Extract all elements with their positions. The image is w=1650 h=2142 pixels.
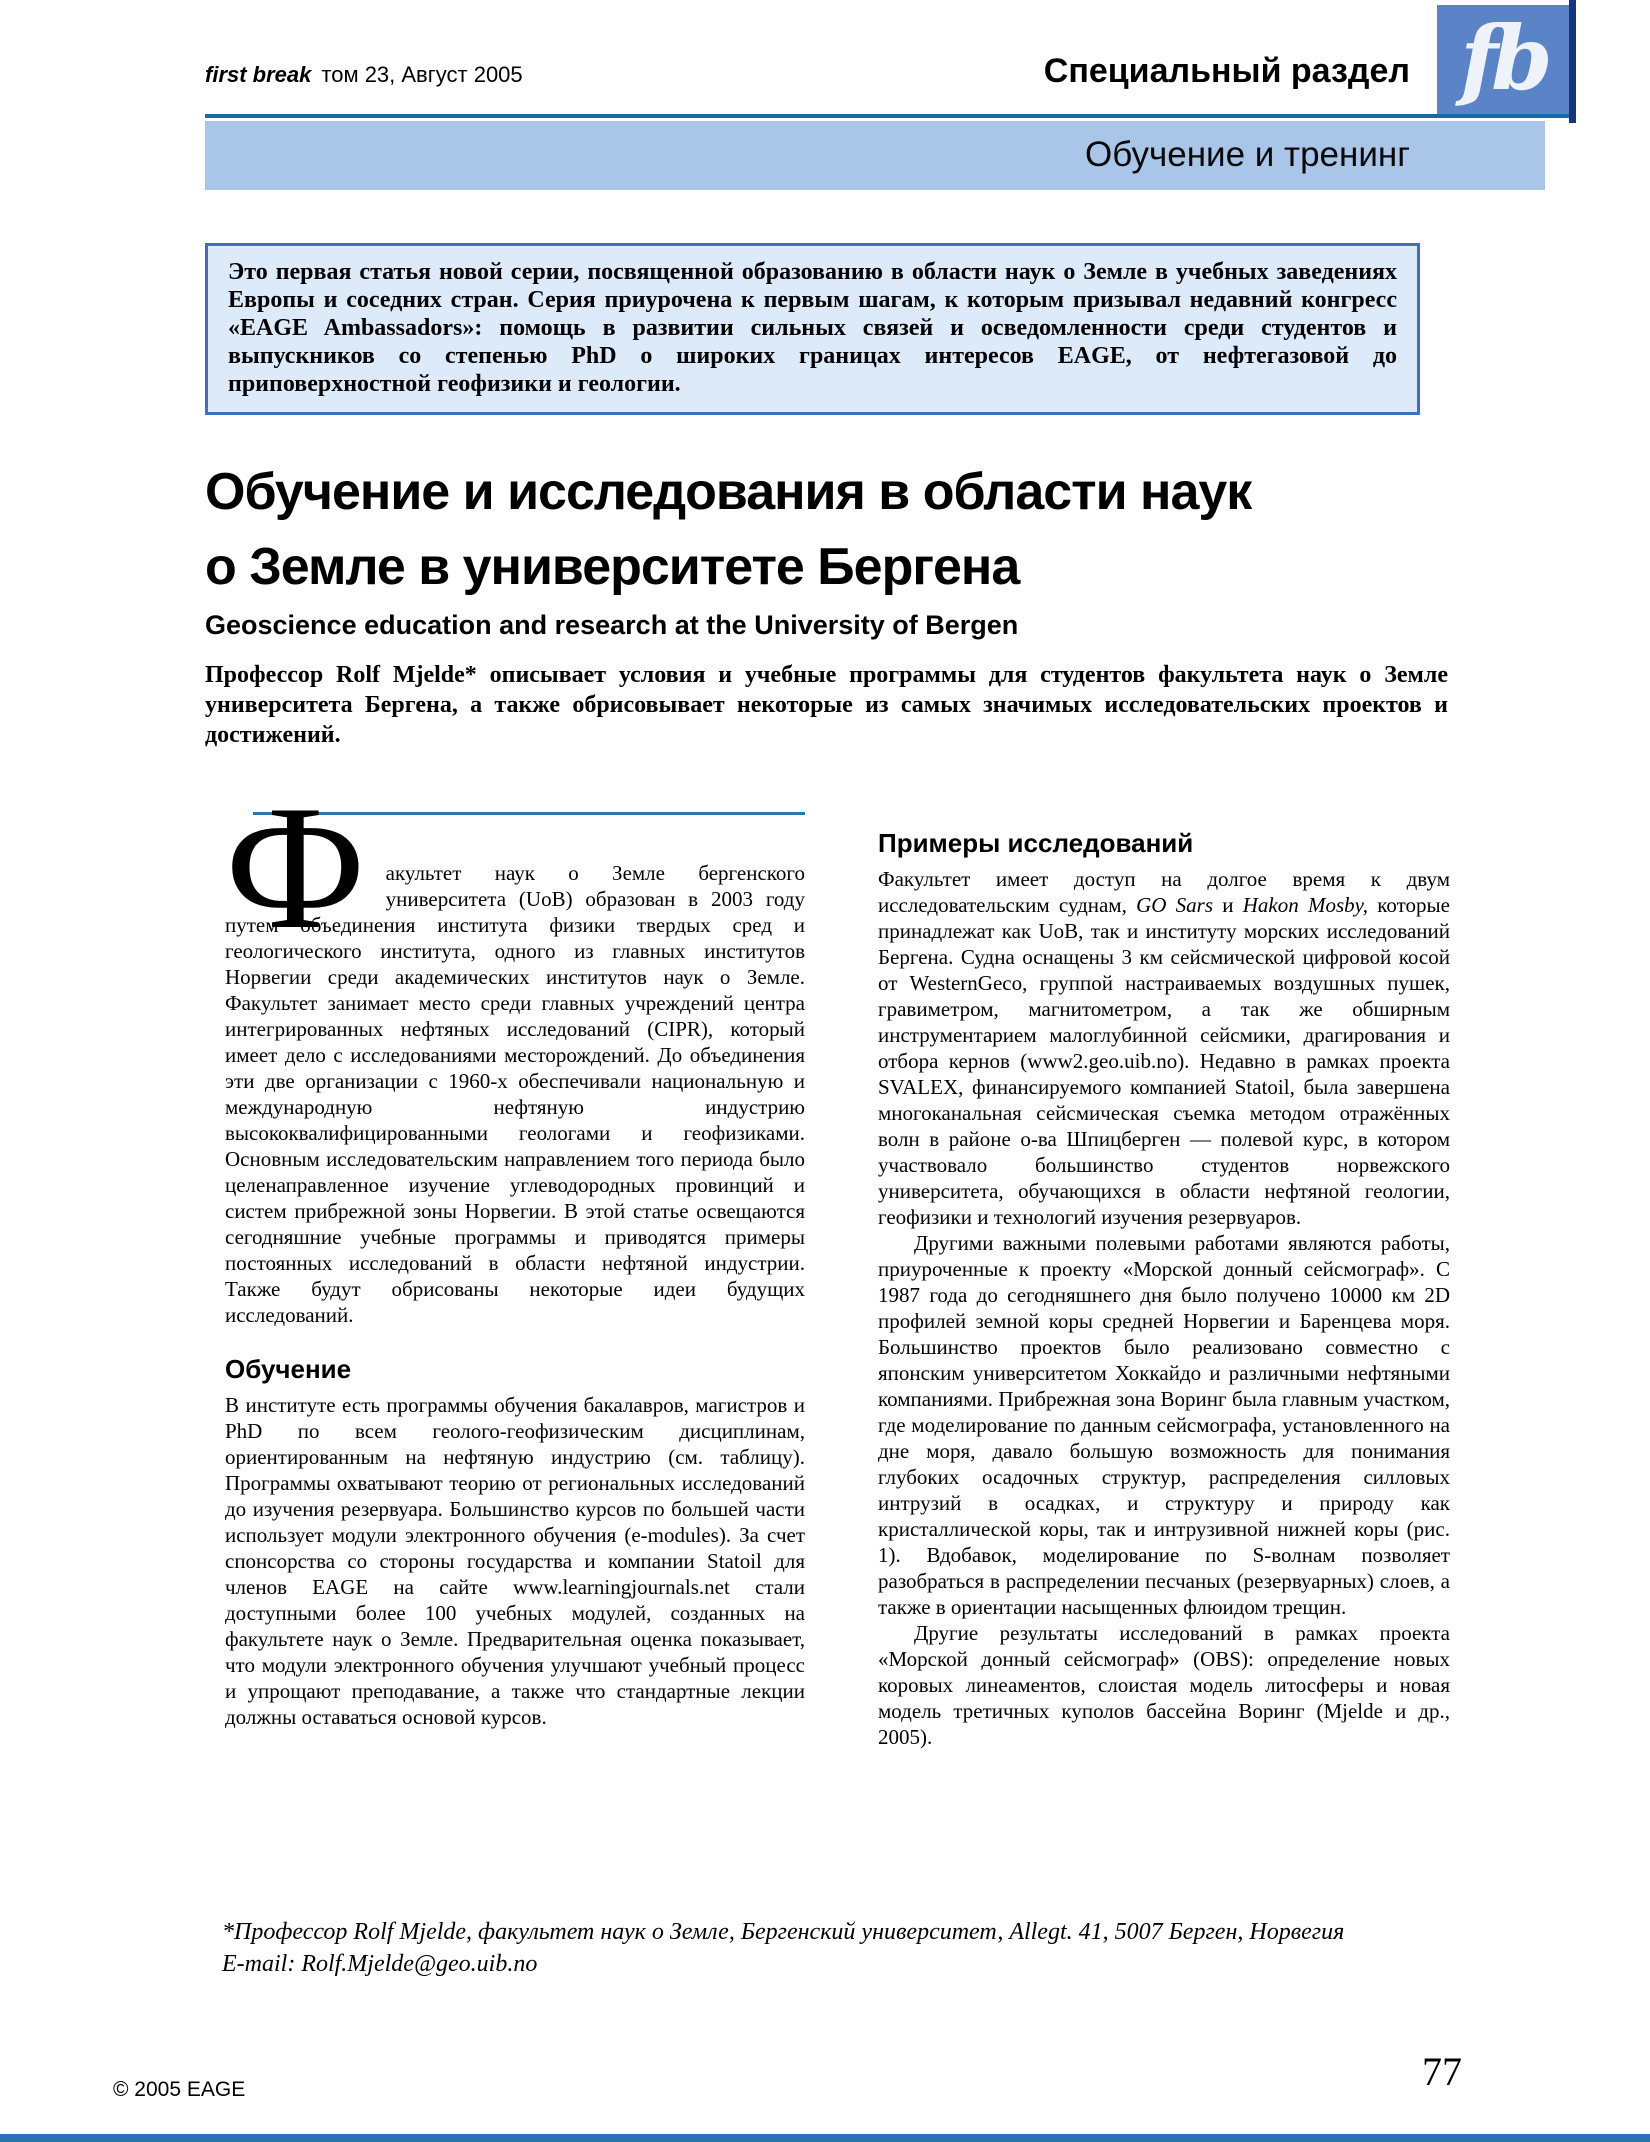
journal-name: first break — [205, 62, 312, 87]
fb-logo — [1437, 5, 1569, 118]
article-subtitle: Geoscience education and research at the University of Bergen — [205, 610, 1019, 640]
heading-research: Примеры исследований — [878, 828, 1194, 858]
heading-education: Обучение — [225, 1354, 352, 1384]
page-number: 77 — [1422, 2049, 1462, 2094]
footnote — [222, 1916, 1452, 1980]
copyright: © 2005 EAGE — [113, 2078, 246, 2101]
dropcap: Ф — [225, 768, 366, 966]
paragraph-intro — [225, 768, 805, 1328]
research-1-text-c: которые принадлежат как UoB, так и институту морских исследований Бергена. Судна оснащены 3 км сейсмической цифровой косой от WesternGeco, группой настраиваемых воздушных пушек, гравиметром, магнитометром, а так же обширным инструментарием малоглубинной сейсмики, драгирования и отбора кернов (www2.geo.uib.no). Недавно в рамках проекта SVALEX, финансируемого компанией Statoil, была завершена многоканальная сейсмическая съемка методом отражённых волн в районе о-ва Шпицберген — полевой курс, в котором участвовало большинство студентов норвежского университета, обучающихся в области нефтяной геологии, геофизики и технологий изучения резервуаров. — [878, 893, 1450, 1229]
fb-logo-edge — [1569, 0, 1576, 123]
bottom-bar — [0, 2134, 1650, 2142]
section-label: Специальный раздел — [1043, 52, 1410, 90]
intro-box-text: Это первая статья новой серии, посвященной образованию в области наук о Земле в учебных заведениях Европы и соседних стран. Серия приурочена к первым шагам, к которым призывал недавний конгресс «EAGE Ambassadors»: помощь в развитии сильных связей и осведомленности среди студентов и выпускников со степенью PhD о широких границах интересов EAGE, от нефтегазовой до приповерхностной геофизики и геологии. — [228, 259, 1397, 397]
research-1-text-b: и — [1213, 893, 1243, 917]
research-1-text-a: Факультет имеет доступ на долгое время к двум исследовательским суднам, — [878, 867, 1450, 917]
paragraph-research-3: Другие результаты исследований в рамках проекта «Морской донный сейсмограф» (OBS): определение новых коровых линеаментов, слоистая модель литосферы и новая модель третичных куполов бассейна Воринг (Mjelde и др., 2005). — [878, 1621, 1450, 1749]
header-rule — [205, 114, 1569, 118]
article-title — [205, 455, 1455, 605]
journal-issue: том 23, Август 2005 — [321, 62, 523, 87]
column-left — [225, 768, 805, 1730]
article-lead: Профессор Rolf Mjelde* описывает условия и учебные программы для студентов факультета наук о Земле университета Бергена, а также обрисовывает некоторые из самых значимых исследовательских проектов и достижений. — [205, 662, 1448, 748]
paragraph-research-2: Другими важными полевыми работами являются работы, приуроченные к проекту «Морской донный сейсмограф». С 1987 года до сегодняшнего дня было получено 10000 км 2D профилей земной коры средней Норвегии и Баренцева моря. Большинство проектов было реализовано совместно с японским университетом Хоккайдо и различными нефтяными компаниями. Прибрежная зона Воринг была главным участком, где моделирование по данным сейсмографа, установленного на дне моря, давало большую возможность для понимания глубоких осадочных структур, распределения силловых интрузий в осадках, и структуру и природу как кристаллической коры, так и интрузивной нижней коры (рис. 1). Вдобавок, моделирование по S-волнам позволяет разобраться в распределении песчаных (резервуарных) слоев, а также в ориентации насыщенных флюидом трещин. — [878, 1231, 1450, 1619]
footnote-line-2: E-mail: Rolf.Mjelde@geo.uib.no — [222, 1951, 538, 1977]
paragraph-education: В институте есть программы обучения бакалавров, магистров и PhD по всем геолого-геофизическим дисциплинам, ориентированным на нефтяную индустрию (см. таблицу). Программы охватывают теорию от региональных исследований до изучения резервуара. Большинство курсов по большей части использует модули электронного обучения (e-modules). За счет спонсорства со стороны государства и компании Statoil для членов EAGE на сайте www.learningjournals.net стали доступными более 100 учебных модулей, созданных на факультете наук о Земле. Предварительная оценка показывает, что модули электронного обучения улучшают учебный процесс и упрощают преподавание, а также что стандартные лекции должны оставаться основой курсов. — [225, 1393, 805, 1729]
paragraph-research-1 — [878, 866, 1450, 1230]
column-right — [878, 800, 1450, 1750]
footnote-line-1: *Профессор Rolf Mjelde, факультет наук о Земле, Бергенский университет, Allegt. 41, 5007 Берген, Норвегия — [222, 1919, 1345, 1945]
section-banner — [205, 121, 1545, 190]
ship-name-go-sars: GO Sars — [1136, 893, 1214, 917]
fb-logo-text: fb — [1460, 5, 1546, 110]
title-line-2: о Земле в университете Бергена — [205, 538, 1020, 596]
paragraph-intro-text: акультет наук о Земле бергенского университета (UoB) образован в 2003 году путем объединения института физики твердых сред и геологического института, одного из главных институтов Норвегии среди академических институтов наук о Земле. Факультет занимает место среди главных учреждений центра интегрированных нефтяных исследований (CIPR), который имеет дело с исследованиями месторождений. До объединения эти две организации с 1960-х обеспечивали национальную и международную нефтяную индустрию высококвалифицированными геологами и геофизиками. Основным исследовательским направлением того периода было целенаправленное изучение углеводородных провинций и систем прибрежной зоны Норвегии. В этой статье освещаются сегодняшние учебные программы и приводятся примеры постоянных исследований в области нефтяной индустрии. Также будут обрисованы некоторые идеи будущих исследований. — [225, 861, 805, 1327]
intro-box — [205, 243, 1420, 415]
banner-label: Обучение и тренинг — [1085, 135, 1410, 174]
ship-name-hakon-mosby: Hakon Mosby, — [1242, 893, 1369, 917]
title-line-1: Обучение и исследования в области наук — [205, 463, 1252, 521]
